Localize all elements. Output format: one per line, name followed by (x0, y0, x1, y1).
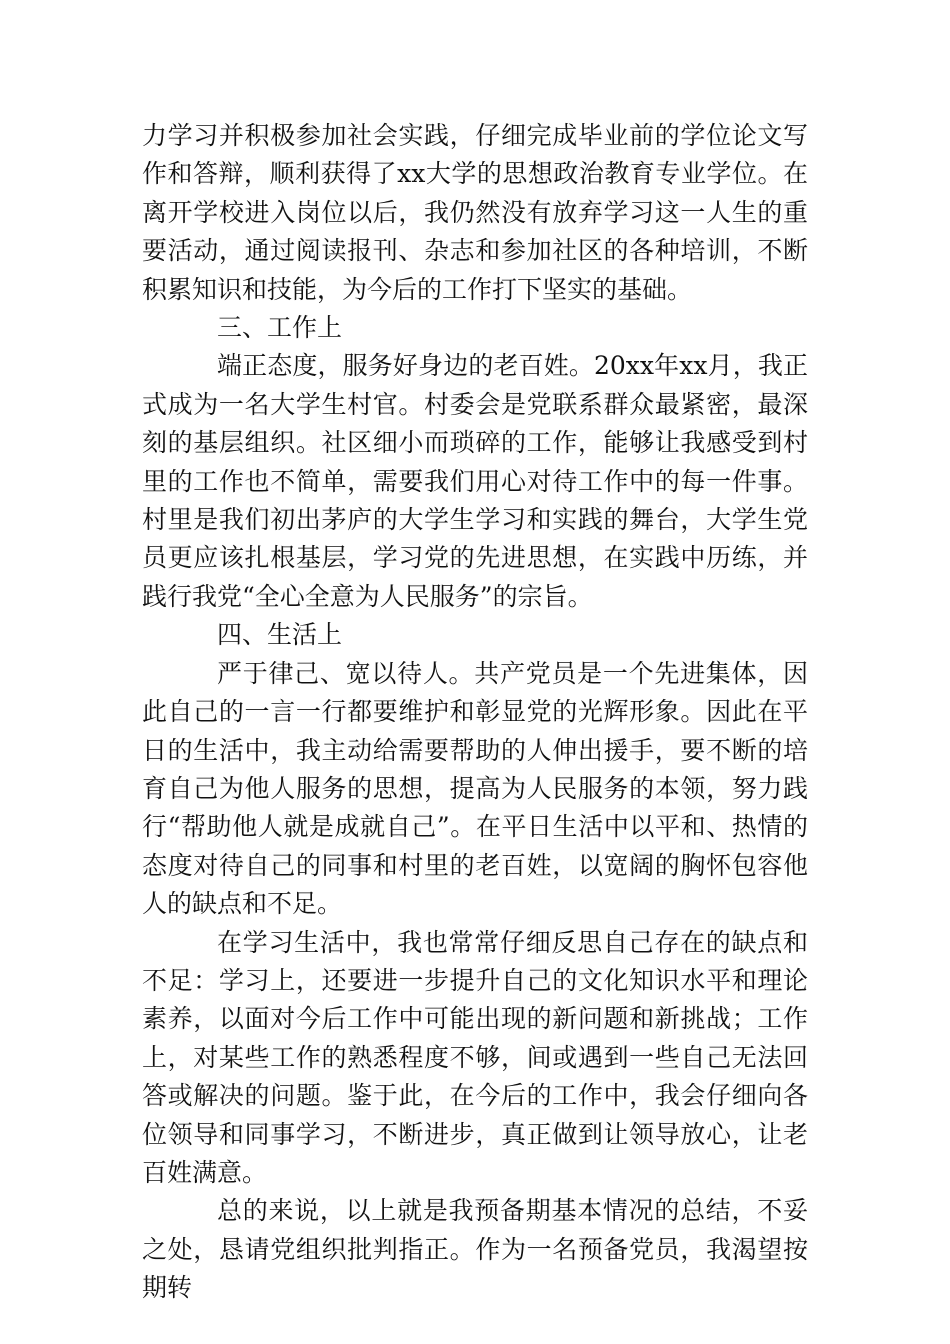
paragraph-reflection: 在学习生活中，我也常常仔细反思自己存在的缺点和不足：学习上，还要进一步提升自己的文化知识水平和理论素养，以面对今后工作中可能出现的新问题和新挑战；工作上，对某些工作的熟悉程度不够，间或遇到一些自己无法回答或解决的问题。鉴于此，在今后的工作中，我会仔细向各位领导和同事学习，不断进步，真正做到让领导放心，让老百姓满意。 (142, 927, 808, 1187)
section-heading-life: 四、生活上 (217, 620, 343, 650)
paragraph-life: 严于律己、宽以待人。共产党员是一个先进集体，因此自己的一言一行都要维护和彰显党的光辉形象。因此在平日的生活中，我主动给需要帮助的人伸出援手，要不断的培育自己为他人服务的思想，提高为人民服务的本领，努力践行“帮助他人就是成就自己”。在平日生活中以平和、热情的态度对待自己的同事和村里的老百姓，以宽阔的胸怀包容他人的缺点和不足。 (142, 658, 808, 919)
section-heading-work: 三、工作上 (217, 313, 343, 343)
paragraph-summary: 总的来说，以上就是我预备期基本情况的总结，不妥之处，恳请党组织批判指正。作为一名预备党员，我渴望按期转 (142, 1196, 808, 1303)
paragraph-work: 端正态度，服务好身边的老百姓。20xx年xx月，我正式成为一名大学生村官。村委会是党联系群众最紧密，最深刻的基层组织。社区细小而琐碎的工作，能够让我感受到村里的工作也不简单，需要我们用心对待工作中的每一件事。村里是我们初出茅庐的大学生学习和实践的舞台，大学生党员更应该扎根基层，学习党的先进思想，在实践中历练，并践行我党“全心全意为人民服务”的宗旨。 (142, 351, 808, 611)
paragraph-study-continued: 力学习并积极参加社会实践，仔细完成毕业前的学位论文写作和答辩，顺利获得了xx大学的思想政治教育专业学位。在离开学校进入岗位以后，我仍然没有放弃学习这一人生的重要活动，通过阅读报刊、杂志和参加社区的各种培训，不断积累知识和技能，为今后的工作打下坚实的基础。 (142, 121, 808, 304)
document-body (142, 117, 808, 1308)
